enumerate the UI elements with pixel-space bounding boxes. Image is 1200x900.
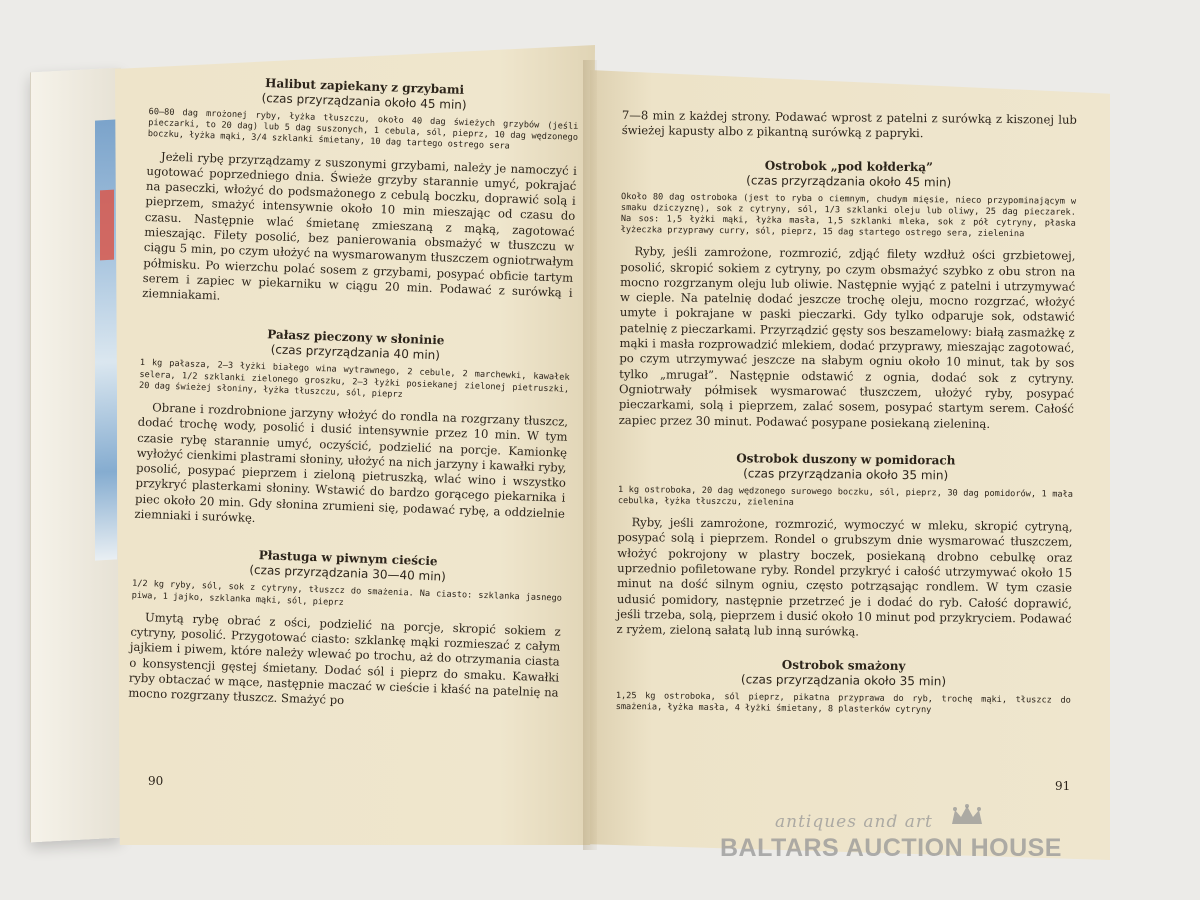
recipe-instructions: Ryby, jeśli zamrożone, rozmrozić, zdjąć filety wzdłuż ości grzbietowej, posolić, skropić sokiem z cytryny, po czym obsmażyć szybko z obu stron na mocno rozgrzanym oleju lub oliwie. Następnie wyjąć z patelni i utrzymywać w cieple. Na patelnię dodać jeszcze trochę oleju, mocno rozgrzać, włożyć umyte i pokrajane w paski pieczarki. Gdy tylko odparuje sok, odstawić patelnię z pieczarkami. Przyrządzić gęsty sos beszamelowy: białą zasmażkę z mąki i masła rozprowadzić mlekiem, dodać przyprawy, mieszając zagotować, po czym utrzymywać jeszcze na słabym ogniu około 10 minut, tak by sos tylko „mrugał”. Następnie odstawić z ognia, dodać sok z cytryny. Ogniotrwały półmisek wysmarować tłuszczem, ułożyć ryby, posypać pieczarkami, solą i pieprzem, zalać sosem, posypać startym serem. Całość zapiec przez 30 minut. Podawać posypane posiekaną zieleniną. xyxy=(618,244,1076,431)
recipe-time: (czas przyrządzania 40 min) xyxy=(270,342,441,363)
recipe-instructions: Umytą rybę obrać z ości, podzielić na porcje, skropić sokiem z cytryny, posolić. Przygotować ciasto: szklankę mąki rozmieszać z całym jajkiem i piwem, które należy wlewać po trochu, aż do otrzymania ciasta o konsystencji gęstej śmietany. Dodać sól i pieprz do smaku. Kawałki ryby obtaczać w mące, następnie maczać w cieście i kłaść na patelnię na mocno rozgrzany tłuszcz. Smażyć po xyxy=(128,609,561,708)
recipe-time: (czas przyrządzania około 45 min) xyxy=(261,90,467,113)
recipe-instructions: Ryby, jeśli zamrożone, rozmrozić, wymoczyć w mleku, skropić cytryną, posypać solą i pieprzem. Rondel o grubszym dnie wysmarować tłuszczem, włożyć pokrojony w plastry boczek, posiekaną drobno cebulkę oraz uprzednio pofiletowane ryby. Rondel przykryć i całość utrzymywać około 15 minut na dość silnym ogniu, często potrząsając rondlem. W tym czasie udusić pomidory, następnie przetrzeć je i dodać do ryb. Całość doprawić, jeśli trzeba, solą, pieprzem i dusić około 10 minut pod przykryciem. Podawać z ryżem, zieloną sałatą lub inną surówką. xyxy=(616,515,1073,639)
cover-red-accent xyxy=(100,190,114,261)
recipe-ingredients: 1 kg ostroboka, 20 dag wędzonego surowego boczku, sól, pieprz, 30 dag pomidorów, 1 mała cebulka, łyżka tłuszczu, zielenina xyxy=(617,484,1074,508)
recipe-title: Ostrobok smażony xyxy=(781,657,906,673)
book-gutter xyxy=(583,60,597,850)
recipe-title: Pałasz pieczony w słoninie xyxy=(267,327,445,348)
crown-icon xyxy=(950,804,984,828)
recipe-ostrobok-duszony xyxy=(616,450,1073,642)
recipe-time: (czas przyrządzania 30—40 min) xyxy=(249,563,447,585)
recipe-ingredients: 1 kg pałasza, 2—3 łyżki białego wina wytrawnego, 2 cebule, 2 marchewki, kawałek selera, 1/2 szklanki zielonego groszku, 2—3 łyżki posiekanej zielonej pietruszki, 20 dag świeżej słoniny, łyżka tłuszczu, sól, pieprz xyxy=(138,358,570,400)
watermark-brand: BALTARS AUCTION HOUSE xyxy=(720,834,1062,862)
recipe-ingredients: 60—80 dag mrożonej ryby, łyżka tłuszczu, około 40 dag świeżych grzybów (jeśli pieczarki, to 20 dag) lub 5 dag suszonych, 1 cebula, sól, pieprz, 10 dag wędzonego boczku, łyżka mąki, 3/4 szklanki śmietany, 10 dag tartego ostrego sera xyxy=(147,106,579,152)
recipe-title: Ostrobok „pod kołderką” xyxy=(764,158,934,174)
recipe-halibut xyxy=(142,72,580,316)
recipe-time: (czas przyrządzania około 35 min) xyxy=(740,671,947,688)
recipe-time: (czas przyrządzania około 45 min) xyxy=(746,172,952,190)
recipe-ingredients: 1/2 kg ryby, sól, sok z cytryny, tłuszcz do smażenia. Na ciasto: szklanka jasnego piwa, 1 jajko, szklanka mąki, sól, pieprz xyxy=(131,579,563,608)
recipe-title: Płastuga w piwnym cieście xyxy=(258,548,438,569)
recipe-title: Ostrobok duszony w pomidorach xyxy=(736,451,956,468)
watermark-tagline: antiques and art xyxy=(775,812,933,832)
recipe-plastuga xyxy=(128,544,563,716)
recipe-ostrobok-pod-kolderka xyxy=(619,157,1077,433)
recipe-ostrobok-smazony xyxy=(616,656,1072,718)
recipe-instructions: Jeżeli rybę przyrządzamy z suszonymi grzybami, należy je namoczyć i ugotować poprzedniego dnia. Świeże grzyby starannie umyć, pokrajać na paseczki, włożyć do podsmażonego z cebulą boczku, doprawić solą i pieprzem, smażyć intensywnie około 10 min mieszając od czasu do czasu. Następnie wlać śmietanę zmieszaną z mąką, zagotować mieszając. Filety posolić, bez panierowania obsmażyć w tłuszczu w ciągu 5 min, po czym ułożyć na wysmarowanym tłuszczem ogniotrwałym półmisku. Po wierzchu polać sosem z grzybami, posypać obficie tartym serem i zapiec w piekarniku w ciągu 20 min. Podawać z surówką i ziemniakami. xyxy=(142,148,578,303)
page-number-right: 91 xyxy=(1055,779,1071,793)
recipe-ingredients: Około 80 dag ostroboka (jest to ryba o ciemnym, chudym mięsie, nieco przypominającym w smaku dziczyznę), sok z cytryny, sól, 1/3 szklanki oleju lub oliwy, 25 dag pieczarek. Na sos: 1,5 łyżki mąki, łyżka masła, 1,5 szklanki mleka, sok z pół cytryny, płaska łyżeczka przyprawy curry, sól, pieprz, 15 dag startego ostrego sera, zielenina xyxy=(620,191,1077,240)
page-number-left: 90 xyxy=(148,774,164,788)
recipe-palasz xyxy=(134,323,571,537)
recipe-instructions: Obrane i rozdrobnione jarzyny włożyć do rondla na rozgrzany tłuszcz, dodać trochę wody, posolić i dusić intensywnie przez 10 min. W tym czasie rybę starannie umyć, oczyścić, podzielić na porcje. Kamionkę wyłożyć cienkimi plastrami słoniny, ułożyć na nich jarzyny i kawałki ryby, posolić, posypać pieprzem i zieloną pietruszką, wlać wino i wszystko przykryć plasterkami słoniny. Wstawić do bardzo gorącego piekarnika i piec około 20 min. Gdy słonina zrumieni się, podawać rybę, a oddzielnie ziemniaki i surówkę. xyxy=(134,400,569,526)
left-page-column xyxy=(128,72,580,716)
recipe-title: Halibut zapiekany z grzybami xyxy=(264,76,465,97)
right-page-column xyxy=(616,108,1077,726)
recipe-time: (czas przyrządzania około 35 min) xyxy=(743,466,949,483)
recipe-ingredients: 1,25 kg ostroboka, sól pieprz, pikatna przyprawa do ryb, trochę mąki, tłuszcz do smażenia, łyżka masła, 4 łyżki śmietany, 8 plasterków cytryny xyxy=(615,690,1071,716)
continuation-text: 7—8 min z każdej strony. Podawać wprost z patelni z surówką z kiszonej lub świeżej kapusty albo z pikantną surówką z papryki. xyxy=(621,108,1077,141)
cover-color-stripe xyxy=(95,119,117,560)
